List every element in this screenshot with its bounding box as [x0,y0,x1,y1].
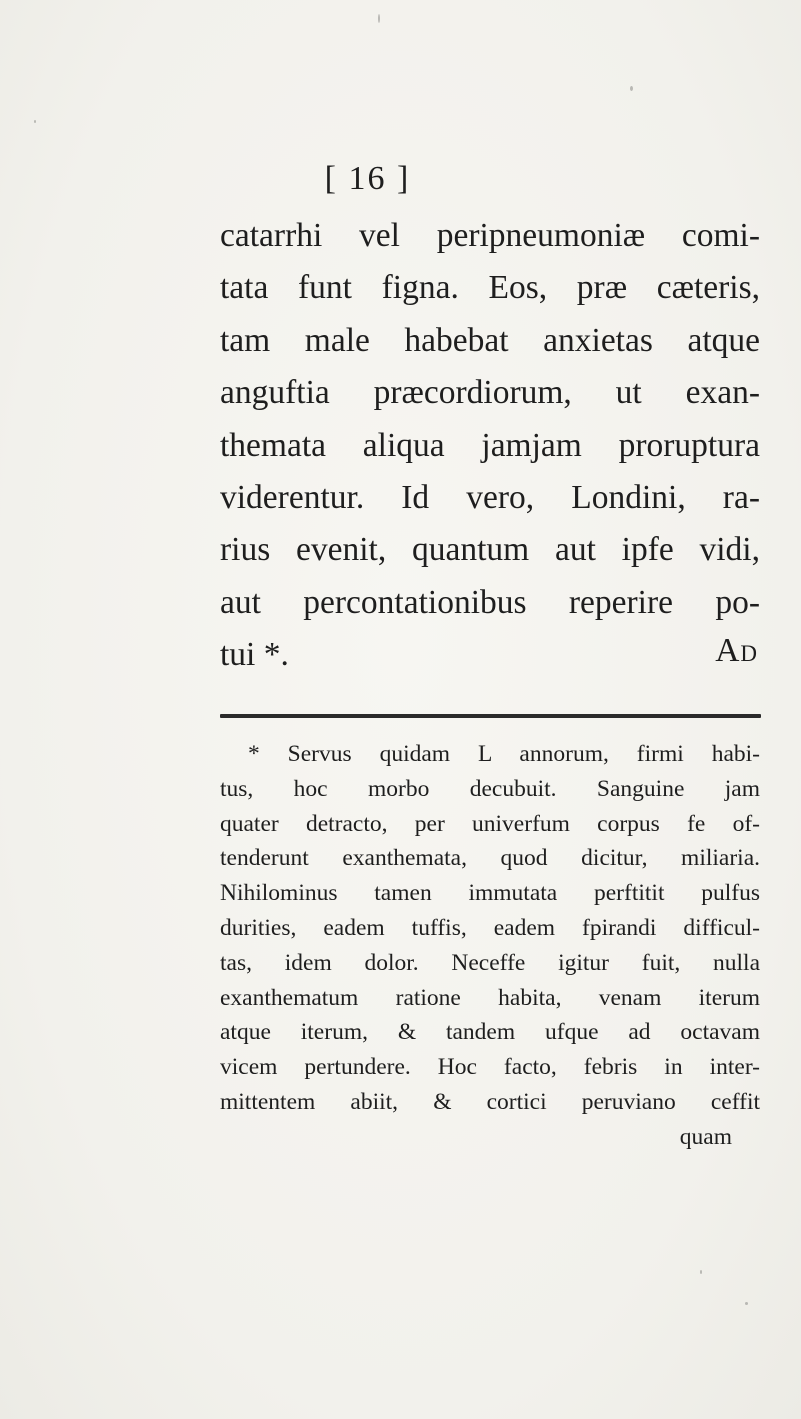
paper-speck [34,120,36,123]
footnote-line: atque iterum, & tandem ufque ad octavam [220,1019,760,1046]
paper-speck [630,86,633,91]
paper-speck [700,1270,702,1274]
main-text-line: catarrhi vel peripneumoniæ comi- [220,217,760,254]
paper-speck [745,1302,748,1305]
main-text-line: tui *. [220,636,289,674]
main-text-line: anguftia præcordiorum, ut exan- [220,374,760,412]
page-number: [ 16 ] [324,160,411,197]
main-text-line: tata funt figna. Eos, præ cæteris, [220,269,760,307]
footnote-line: mittentem abiit, & cortici peruviano ceffit [220,1088,760,1115]
footnote-line: tenderunt exanthemata, quod dicitur, miliaria. [220,845,760,872]
paper-speck [378,14,380,23]
main-text-line: aut percontationibus reperire po- [220,583,760,621]
footnote-line: durities, eadem tuffis, eadem fpirandi difficul- [220,914,760,941]
footnote-divider-rule [220,714,761,718]
catchword: Ad [715,632,758,669]
footnote-line: * Servus quidam L annorum, firmi habi- [248,741,760,767]
main-text-line: viderentur. Id vero, Londini, ra- [220,479,760,517]
footnote-line: Nihilominus tamen immutata perftitit pulfus [220,880,760,907]
footnote-line: tus, hoc morbo decubuit. Sanguine jam [220,775,760,802]
main-text-line: tam male habebat anxietas atque [220,321,760,359]
footnote-line: quater detracto, per univerfum corpus fe of- [220,810,760,837]
main-text-line: rius evenit, quantum aut ipfe vidi, [220,531,760,569]
footnote-catchword: quam [679,1123,732,1150]
main-text-block [220,210,760,682]
footnote-line: exanthematum ratione habita, venam iterum [220,984,760,1011]
footnote-line: vicem pertundere. Hoc facto, febris in inter- [220,1054,760,1081]
footnote-block [220,737,760,1155]
footnote-line: tas, idem dolor. Neceffe igitur fuit, nulla [220,949,760,976]
main-text-line: themata aliqua jamjam proruptura [220,426,760,464]
